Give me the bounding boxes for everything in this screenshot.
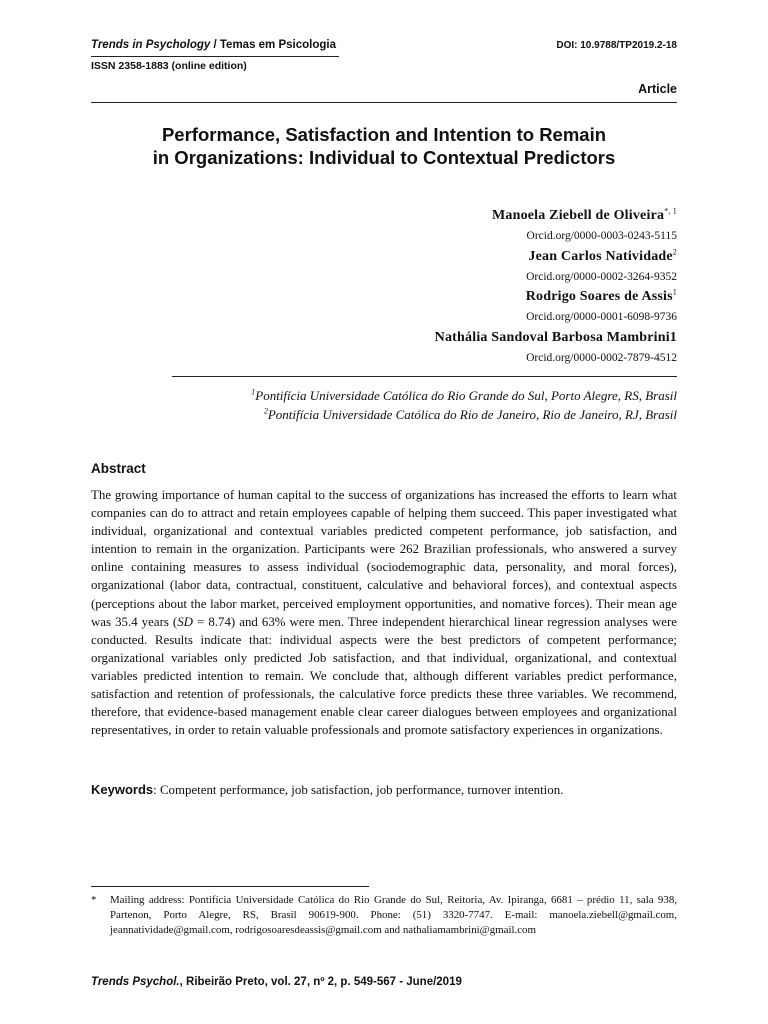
author-orcid[interactable]: Orcid.org/0000-0002-3264-9352 bbox=[526, 270, 677, 283]
author-name-text: Jean Carlos Natividade bbox=[528, 248, 673, 264]
abstract-heading: Abstract bbox=[91, 461, 146, 476]
keywords-text: : Competent performance, job satisfaction, job performance, turnover intention. bbox=[153, 783, 564, 797]
page-footer-citation bbox=[91, 976, 462, 988]
author-name bbox=[117, 328, 677, 348]
affiliation-list bbox=[117, 386, 677, 424]
header-divider bbox=[91, 102, 677, 103]
footer-journal: Trends Psychol. bbox=[91, 976, 180, 988]
journal-name-underline bbox=[91, 56, 339, 57]
affiliation bbox=[117, 386, 677, 405]
author-name bbox=[117, 206, 677, 226]
journal-name bbox=[91, 39, 336, 51]
author-list bbox=[117, 206, 677, 368]
journal-name-italic: Trends in Psychology bbox=[91, 39, 211, 51]
abstract-sd-label: SD bbox=[177, 614, 193, 629]
keywords bbox=[91, 781, 677, 799]
author-orcid[interactable]: Orcid.org/0000-0002-7879-4512 bbox=[526, 351, 677, 364]
abstract-text-part-1: The growing importance of human capital to the success of organizations has increased the efforts to learn what companies can do to attract and retain employees capable of helping them succeed. This paper investigated what individual, organizational and contextual variables predicted competent performance, job satisfaction, and intention to remain in the organization. Participants were 262 Brazilian professionals, who answered a survey online containing measures to assess individual (sociodemographic data, personality, and moral forces), organizational (labor data, contractual, constituent, calculative and behavioral forces), and contextual aspects (perceptions about the labor market, perceived employment opportunities, and nomative forces). Their mean age was 35.4 years ( bbox=[91, 488, 677, 629]
author-affiliation-mark: 2 bbox=[672, 246, 677, 256]
footnote-mark: * bbox=[91, 894, 97, 906]
author-orcid[interactable]: Orcid.org/0000-0001-6098-9736 bbox=[526, 311, 677, 323]
doi[interactable]: DOI: 10.9788/TP2019.2-18 bbox=[556, 40, 677, 51]
affiliation-mark: 2 bbox=[263, 406, 268, 416]
footnote-divider bbox=[91, 886, 369, 887]
author-name-text: Nathália Sandoval Barbosa Mambrini1 bbox=[434, 329, 677, 345]
footer-citation-text: , Ribeirão Preto, vol. 27, nº 2, p. 549-567 - June/2019 bbox=[179, 976, 462, 988]
journal-name-rest: / Temas em Psicologia bbox=[210, 39, 336, 51]
author-name bbox=[117, 247, 677, 267]
author-name-text: Manoela Ziebell de Oliveira bbox=[491, 208, 665, 223]
paper-title-line-2: in Organizations: Individual to Contextual Predictors bbox=[152, 147, 616, 168]
affiliation-mark: 1 bbox=[251, 387, 256, 397]
affiliation bbox=[117, 405, 677, 424]
author-name-text: Rodrigo Soares de Assis bbox=[525, 289, 673, 304]
author-name bbox=[117, 287, 677, 307]
keywords-label: Keywords bbox=[91, 782, 154, 797]
affiliation-text: Pontifícia Universidade Católica do Rio Grande do Sul, Porto Alegre, RS, Brasil bbox=[255, 388, 677, 403]
abstract-body bbox=[91, 486, 677, 739]
footnote bbox=[91, 893, 677, 939]
author-affiliation-mark: *, 1 bbox=[664, 206, 677, 216]
author-orcid[interactable]: Orcid.org/0000-0003-0243-5115 bbox=[526, 230, 677, 242]
affiliation-divider bbox=[172, 376, 677, 377]
author-affiliation-mark: 1 bbox=[672, 287, 677, 297]
issn: ISSN 2358-1883 (online edition) bbox=[91, 60, 247, 72]
paper-title bbox=[91, 123, 677, 169]
footnote-text: Mailing address: Pontifícia Universidade Católica do Rio Grande do Sul, Reitoria, Av. Ipiranga, 6681 – prédio 11, sala 938, Partenon, Porto Alegre, RS, Brasil 90619-900. Phone: (51) 3320-7747. E-mail: manoela.ziebell@gmail.com, jeannatividade@gmail.com, rodrigosoaresdeassis@gmail.com and nathaliamambrini@gmail.com bbox=[110, 894, 677, 937]
section-label: Article bbox=[638, 82, 677, 96]
affiliation-text: Pontifícia Universidade Católica do Rio de Janeiro, Rio de Janeiro, RJ, Brasil bbox=[267, 407, 677, 422]
paper-title-line-1: Performance, Satisfaction and Intention to Remain bbox=[161, 124, 607, 145]
abstract-text-part-2: = 8.74) and 63% were men. Three independent hierarchical linear regression analyses were conducted. Results indicate that: individual aspects were the best predictors of competent performance; organizational variables only predicted Job satisfaction, and that individual, organizational, and contextual variables predicted intention to remain. We conclude that, although different variables predict performance, satisfaction and retention of professionals, the calculative force predicts these three variables. We recommend, therefore, that evidence-based management enable clear career dialogues between employees and organizational representatives, in order to retain valuable professionals and promote satisfactory experiences in organizations. bbox=[91, 614, 678, 738]
